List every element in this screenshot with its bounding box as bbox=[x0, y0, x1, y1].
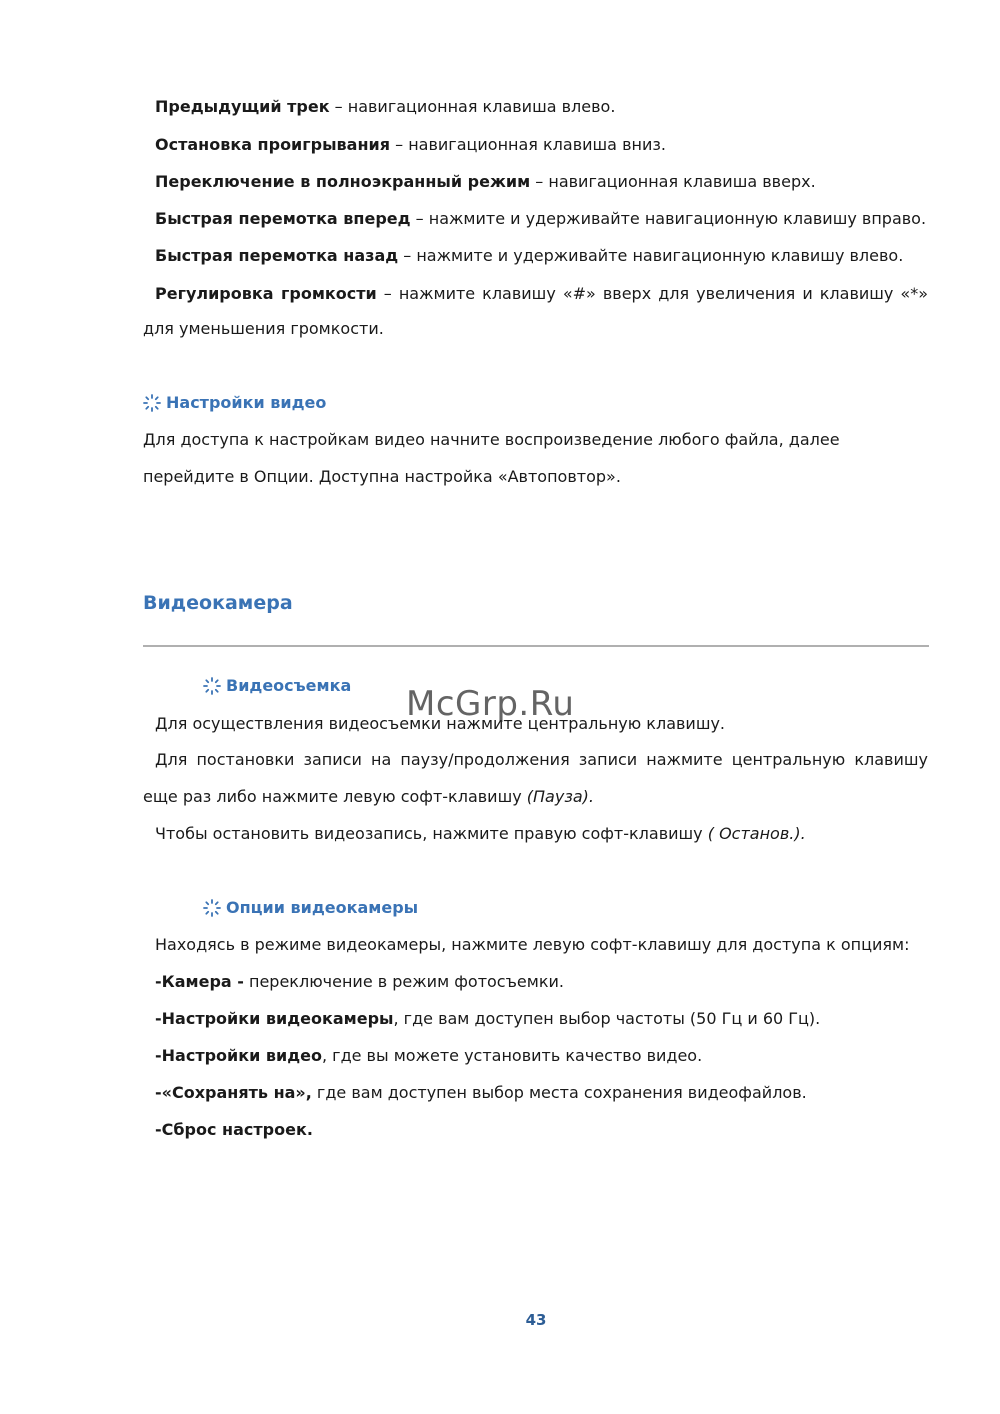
nav-key-item: Быстрая перемотка назад – нажмите и удерживайте навигационную клавишу влево. bbox=[155, 246, 904, 265]
options-title: Опции видеокамеры bbox=[203, 897, 418, 919]
video-settings-text: перейдите в Опции. Доступна настройка «Автоповтор». bbox=[143, 467, 621, 486]
video-settings-text: Для доступа к настройкам видео начните воспроизведение любого файла, далее bbox=[143, 430, 840, 449]
sparkle-icon bbox=[143, 394, 161, 412]
option-item: -Сброс настроек. bbox=[155, 1120, 313, 1139]
nav-key-item: Переключение в полноэкранный режим – навигационная клавиша вверх. bbox=[155, 172, 816, 191]
volume-line-cont: для уменьшения громкости. bbox=[143, 319, 384, 338]
recording-title: Видеосъемка bbox=[203, 675, 351, 697]
recording-text: Для постановки записи на паузу/продолжения записи нажмите центральную клавишу bbox=[155, 750, 928, 769]
video-settings-title: Настройки видео bbox=[143, 392, 326, 414]
option-item: -Настройки видеокамеры, где вам доступен выбор частоты (50 Гц и 60 Гц). bbox=[155, 1009, 821, 1028]
volume-line: Регулировка громкости – нажмите клавишу «#» вверх для увеличения и клавишу «*» bbox=[155, 284, 928, 303]
nav-key-item: Остановка проигрывания – навигационная клавиша вниз. bbox=[155, 135, 666, 154]
recording-text: Чтобы остановить видеозапись, нажмите правую софт-клавишу ( Останов.). bbox=[155, 824, 806, 843]
sparkle-icon bbox=[203, 677, 221, 695]
recording-text: еще раз либо нажмите левую софт-клавишу (Пауза). bbox=[143, 787, 594, 806]
watermark: McGrp.Ru bbox=[406, 684, 575, 724]
page-number: 43 bbox=[525, 1311, 547, 1329]
option-item: -«Сохранять на», где вам доступен выбор места сохранения видеофайлов. bbox=[155, 1083, 807, 1102]
section-heading: Видеокамера bbox=[143, 592, 293, 614]
option-item: -Камера - переключение в режим фотосъемки. bbox=[155, 972, 564, 991]
option-item: -Настройки видео, где вы можете установить качество видео. bbox=[155, 1046, 703, 1065]
section-divider bbox=[143, 645, 929, 647]
sparkle-icon bbox=[203, 899, 221, 917]
nav-key-item: Быстрая перемотка вперед – нажмите и удерживайте навигационную клавишу вправо. bbox=[155, 209, 927, 228]
options-intro: Находясь в режиме видеокамеры, нажмите левую софт-клавишу для доступа к опциям: bbox=[155, 935, 910, 954]
nav-key-item: Предыдущий трек – навигационная клавиша влево. bbox=[155, 97, 616, 116]
recording-text: Для осуществления видеосъемки нажмите центральную клавишу. bbox=[155, 714, 726, 733]
